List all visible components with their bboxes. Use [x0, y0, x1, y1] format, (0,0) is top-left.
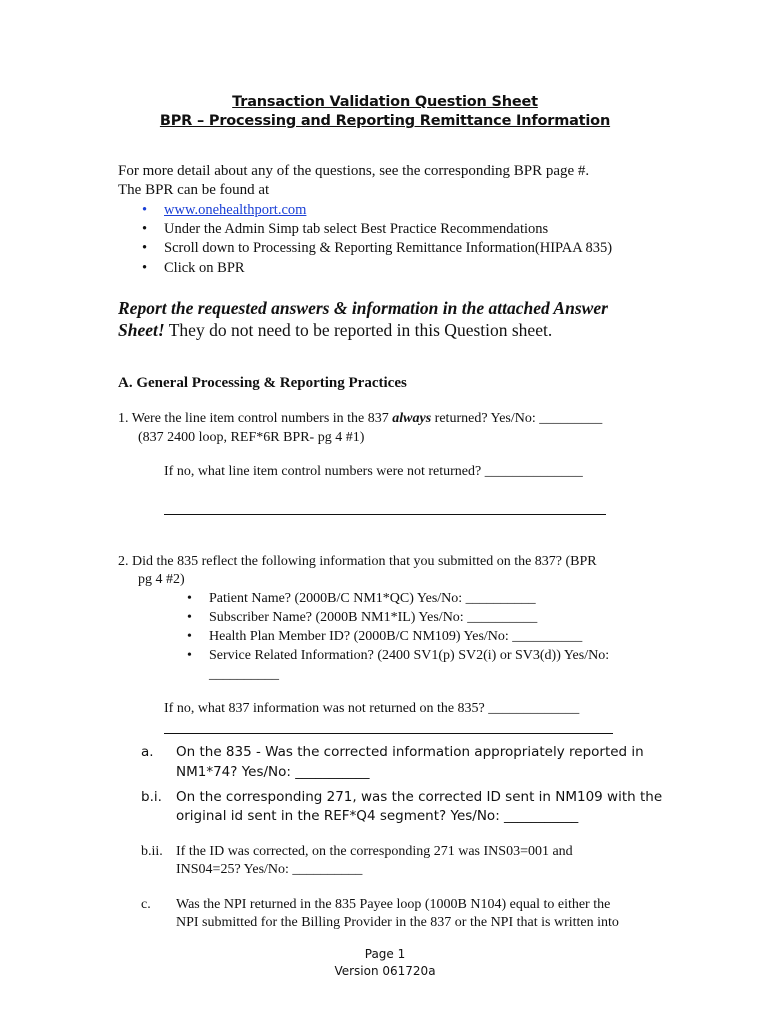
subitem-a-marker: a. — [141, 744, 154, 760]
q1-answer-line[interactable] — [164, 514, 606, 515]
notice-rest: They do not need to be reported in this Question sheet. — [164, 320, 553, 340]
subitem-c-line-1: Was the NPI returned in the 835 Payee loop (1000B N104) equal to either the — [176, 897, 611, 912]
q1-emphasis: always — [392, 411, 432, 426]
q2-bullet-member-id: • Health Plan Member ID? (2000B/C NM109) Yes/No: __________ — [209, 629, 582, 645]
q1-pre: 1. Were the line item control numbers in the 837 — [118, 411, 393, 426]
subitem-bi-marker: b.i. — [141, 789, 162, 805]
subitem-bi-line-2: original id sent in the REF*Q4 segment? Yes/No: ___________ — [176, 808, 579, 824]
q1-post: returned? Yes/No: _________ — [431, 411, 603, 426]
intro-bullet-admin-simp: • Under the Admin Simp tab select Best Practice Recommendations — [164, 221, 548, 238]
q2-line-1: 2. Did the 835 reflect the following information that you submitted on the 837? (BPR — [118, 554, 597, 569]
document-title: Transaction Validation Question Sheet — [232, 94, 538, 110]
q2-line-2: pg 4 #2) — [138, 572, 185, 587]
document-subtitle: BPR – Processing and Reporting Remittance Information — [159, 113, 611, 129]
subitem-a-line-1: On the 835 - Was the corrected information appropriately reported in — [176, 744, 644, 760]
q2-bullet-patient-name: • Patient Name? (2000B/C NM1*QC) Yes/No: __________ — [209, 591, 536, 607]
version-label: Version 061720a — [334, 964, 436, 978]
subitem-bi-line-1: On the corresponding 271, was the corrected ID sent in NM109 with the — [176, 789, 663, 805]
page-number: Page 1 — [364, 947, 406, 961]
notice-emphasis: Sheet! — [118, 320, 165, 340]
q1-line-2: (837 2400 loop, REF*6R BPR- pg 4 #1) — [138, 430, 365, 445]
q2-bullet-service-info: • Service Related Information? (2400 SV1(p) SV2(i) or SV3(d)) Yes/No: — [209, 648, 609, 664]
intro-bullet-click-bpr: • Click on BPR — [164, 260, 245, 277]
notice-line-1: Report the requested answers & information in the attached Answer — [118, 298, 608, 318]
q1-line-1 — [118, 411, 602, 427]
q2-bullet-service-blank: __________ — [209, 667, 279, 682]
notice-line-2 — [118, 320, 552, 341]
subitem-bii-line-2: INS04=25? Yes/No: __________ — [176, 862, 363, 877]
subitem-a-line-2: NM1*74? Yes/No: ___________ — [176, 764, 370, 780]
intro-line-2: The BPR can be found at — [118, 182, 270, 198]
q1-followup: If no, what line item control numbers were not returned? ______________ — [164, 464, 583, 479]
subitem-c-marker: c. — [141, 897, 151, 912]
subitem-bii-line-1: If the ID was corrected, on the corresponding 271 was INS03=001 and — [176, 844, 573, 859]
onehealthport-link[interactable]: • www.onehealthport.com — [164, 202, 306, 219]
q2-followup: If no, what 837 information was not returned on the 835? _____________ — [164, 701, 580, 716]
intro-line-1: For more detail about any of the questions, see the corresponding BPR page #. — [118, 163, 590, 179]
subitem-bii-marker: b.ii. — [141, 844, 163, 859]
q2-bullet-subscriber-name: • Subscriber Name? (2000B NM1*IL) Yes/No: __________ — [209, 610, 537, 626]
q2-answer-line[interactable] — [164, 733, 613, 734]
subitem-c-line-2: NPI submitted for the Billing Provider in the 837 or the NPI that is written into — [176, 915, 619, 930]
section-a-heading: A. General Processing & Reporting Practices — [118, 375, 407, 391]
intro-bullet-scroll: • Scroll down to Processing & Reporting Remittance Information(HIPAA 835) — [164, 240, 612, 257]
